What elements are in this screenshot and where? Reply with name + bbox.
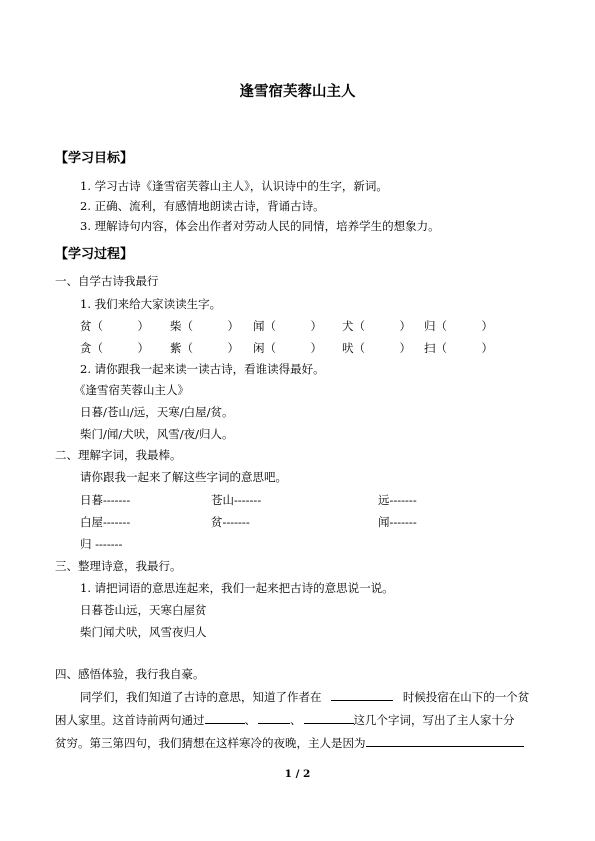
part3-line: 日暮苍山远，天寒白屋贫 xyxy=(80,603,207,617)
part4-heading: 四、感悟体验，我行我自豪。 xyxy=(55,667,205,681)
char-item: 柴（ ） xyxy=(170,319,239,333)
part3-heading: 三、整理诗意，我最行。 xyxy=(55,559,182,573)
part4-text: 这几个字词，写出了主人家十分 xyxy=(353,713,515,727)
part4-text: 、 xyxy=(290,713,302,727)
objectives-heading: 【学习目标】 xyxy=(55,151,134,166)
fill-blank[interactable] xyxy=(366,735,524,747)
process-heading: 【学习过程】 xyxy=(55,247,134,262)
char-item: 贫（ ） xyxy=(80,319,149,333)
char-item: 闲（ ） xyxy=(253,341,322,355)
poem-line: 日暮/苍山/远，天寒/白屋/贫。 xyxy=(80,405,234,419)
char-item: 扫（ ） xyxy=(424,341,493,355)
part3-line: 柴门闻犬吠，风雪夜归人 xyxy=(80,625,207,639)
char-item: 归（ ） xyxy=(424,319,493,333)
part1-q2: 2. 请你跟我一起来读一读古诗，看谁读得最好。 xyxy=(80,362,325,376)
word-item: 闻------- xyxy=(378,515,417,529)
part2-heading: 二、理解字词，我最棒。 xyxy=(55,448,182,462)
part1-heading: 一、自学古诗我最行 xyxy=(55,274,159,288)
word-item: 白屋------- xyxy=(80,515,131,529)
part4-text: 、 xyxy=(244,713,256,727)
char-item: 吠（ ） xyxy=(342,341,411,355)
objective-item: 3. 理解诗句内容，体会出作者对劳动人民的同情，培养学生的想象力。 xyxy=(80,219,440,233)
char-item: 紫（ ） xyxy=(170,341,239,355)
page-number: 1 / 2 xyxy=(284,768,311,780)
part4-line3 xyxy=(55,735,524,751)
part3-q1: 1. 请把词语的意思连起来，我们一起来把古诗的意思说一说。 xyxy=(80,581,394,595)
part4-text: 时候投宿在山下的一个贫 xyxy=(402,690,530,704)
fill-blank[interactable] xyxy=(331,689,393,701)
objective-item: 2. 正确、流利，有感情地朗读古诗，背诵古诗。 xyxy=(80,199,325,213)
word-item: 贫------- xyxy=(211,515,250,529)
objective-item: 1. 学习古诗《逢雪宿芙蓉山主人》，认识诗中的生字，新词。 xyxy=(80,179,388,193)
part2-intro: 请你跟我一起来了解这些字词的意思吧。 xyxy=(80,470,287,484)
word-item: 苍山------- xyxy=(211,493,262,507)
poem-title: 《逢雪宿芙蓉山主人》 xyxy=(74,383,189,397)
char-item: 犬（ ） xyxy=(342,319,411,333)
word-item: 归 ------- xyxy=(80,537,123,551)
fill-blank[interactable] xyxy=(205,712,245,724)
part4-line1 xyxy=(80,689,529,705)
page-title: 逢雪宿芙蓉山主人 xyxy=(239,84,356,100)
fill-blank[interactable] xyxy=(304,712,354,724)
part4-text: 同学们，我们知道了古诗的意思，知道了作者在 xyxy=(80,690,322,704)
part4-text: 贫穷。第三第四句，我们猜想在这样寒冷的夜晚，主人是因为 xyxy=(55,736,366,750)
char-item: 贪（ ） xyxy=(80,341,149,355)
part1-q1: 1. 我们来给大家读读生字。 xyxy=(80,297,222,311)
word-item: 远------- xyxy=(378,493,417,507)
fill-blank[interactable] xyxy=(258,712,290,724)
word-item: 日暮------- xyxy=(80,493,131,507)
part4-line2 xyxy=(55,712,515,728)
poem-line: 柴门/闻/犬吠，风雪/夜/归人。 xyxy=(80,427,234,441)
char-item: 闻（ ） xyxy=(253,319,322,333)
part4-text: 困人家里。这首诗前两句通过 xyxy=(55,713,205,727)
